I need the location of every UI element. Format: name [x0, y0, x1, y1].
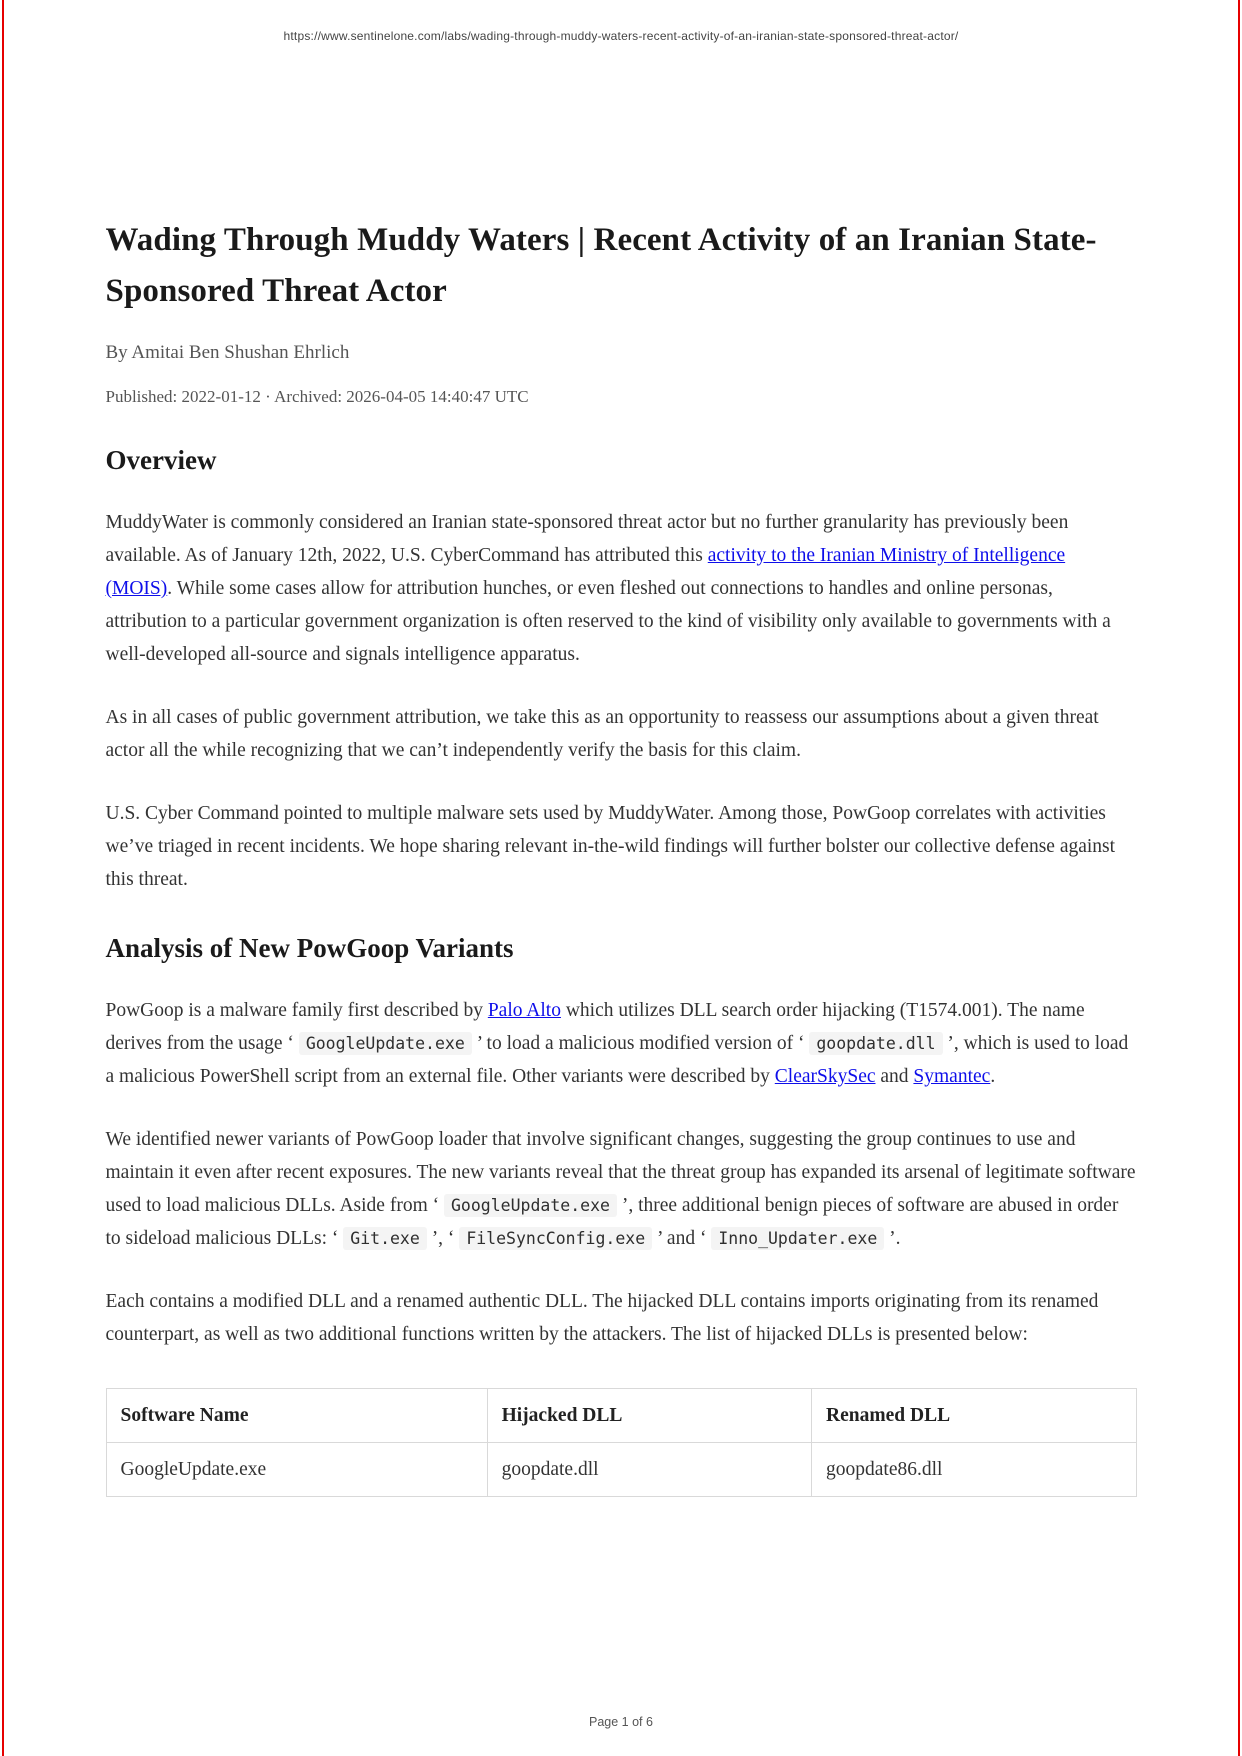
inline-link[interactable]: activity to the Iranian Ministry of Intelligence (MOIS)	[105, 545, 1066, 599]
text-run: and	[875, 1066, 914, 1087]
text-run: which utilizes DLL search order hijacking (T1574.001). The name derives from the usage ‘	[105, 1000, 1085, 1054]
table-cell-renamed-dll: goopdate86.dll	[812, 1443, 1136, 1497]
text-run: ’, which is used to load a malicious PowerShell script from an external file. Other variants were described by	[105, 1033, 1129, 1087]
page-edge-marker-left	[2, 0, 4, 1756]
print-header-url: https://www.sentinelone.com/labs/wading-through-muddy-waters-recent-activity-of-an-iranian-state-sponsored-threat-actor/	[283, 29, 959, 43]
inline-code: GoogleUpdate.exe	[444, 1194, 617, 1217]
inline-link[interactable]: ClearSkySec	[774, 1066, 876, 1087]
paragraph-analysis-3	[106, 1285, 1137, 1351]
section-heading-overview: Overview	[105, 445, 217, 475]
table-header-row	[106, 1389, 1136, 1443]
inline-code: goopdate.dll	[809, 1032, 942, 1055]
article-title: Wading Through Muddy Waters | Recent Activity of an Iranian State-Sponsored Threat Actor	[105, 222, 1097, 309]
inline-code: FileSyncConfig.exe	[459, 1227, 652, 1250]
text-run: We identified newer variants of PowGoop loader that involve significant changes, suggesting the group continues to use and maintain it even after recent exposures. The new variants reveal that the threat group has expanded its arsenal of legitimate software used to load malicious DLLs. Aside from ‘	[105, 1129, 1136, 1216]
text-run: U.S. Cyber Command pointed to multiple malware sets used by MuddyWater. Among those, PowGoop correlates with activities we’ve triaged in recent incidents. We hope sharing relevant in-the-wild findings will further bolster our collective defense against this threat.	[105, 803, 1116, 890]
inline-link[interactable]: Symantec	[913, 1066, 991, 1087]
text-run: ’.	[884, 1228, 901, 1249]
paragraph-overview-2	[106, 701, 1137, 767]
inline-code: Git.exe	[343, 1227, 427, 1250]
article-published-line: Published: 2022-01-12 · Archived: 2026-04-05 14:40:47 UTC	[105, 387, 529, 406]
text-run: ’, three additional benign pieces of software are abused in order to sideload malicious DLLs: ‘	[105, 1195, 1119, 1249]
article-body	[106, 215, 1137, 1497]
table-cell-hijacked-dll: goopdate.dll	[487, 1443, 811, 1497]
text-run: MuddyWater is commonly considered an Iranian state-sponsored threat actor but no further granularity has previously been available. As of January 12th, 2022, U.S. CyberCommand has attributed this	[105, 512, 1069, 566]
section-heading-analysis: Analysis of New PowGoop Variants	[105, 933, 514, 963]
text-run: Each contains a modified DLL and a renamed authentic DLL. The hijacked DLL contains imports originating from its renamed counterpart, as well as two additional functions written by the attackers. The list of hijacked DLLs is presented below:	[105, 1291, 1099, 1345]
article-byline: By Amitai Ben Shushan Ehrlich	[105, 342, 350, 363]
text-run: . While some cases allow for attribution hunches, or even fleshed out connections to handles and online personas, attribution to a particular government organization is often reserved to the kind of visibility only available to governments with a well-developed all-source and signals intelligence apparatus.	[105, 578, 1111, 665]
paragraph-overview-1	[106, 506, 1137, 671]
text-run: ’ to load a malicious modified version of ‘	[471, 1033, 810, 1054]
table-header-renamed-dll: Renamed DLL	[812, 1389, 1136, 1443]
text-run: As in all cases of public government attribution, we take this as an opportunity to reassess our assumptions about a given threat actor all the while recognizing that we can’t independently verify the basis for this claim.	[105, 707, 1099, 761]
text-run: .	[990, 1066, 996, 1087]
print-footer-page-number: Page 1 of 6	[589, 1715, 653, 1729]
table-row	[106, 1443, 1136, 1497]
text-run: PowGoop is a malware family first described by	[105, 1000, 488, 1021]
table-cell-software-name: GoogleUpdate.exe	[106, 1443, 487, 1497]
paragraph-analysis-1	[106, 994, 1137, 1093]
text-run: ’ and ‘	[652, 1228, 712, 1249]
inline-code: GoogleUpdate.exe	[299, 1032, 472, 1055]
inline-link[interactable]: Palo Alto	[487, 1000, 561, 1021]
inline-code: Inno_Updater.exe	[711, 1227, 884, 1250]
table-header-software-name: Software Name	[106, 1389, 487, 1443]
table-header-hijacked-dll: Hijacked DLL	[487, 1389, 811, 1443]
hijacked-dll-table	[106, 1388, 1137, 1497]
paragraph-analysis-2	[106, 1123, 1137, 1255]
paragraph-overview-3	[106, 797, 1137, 896]
page-edge-marker-right	[1238, 0, 1240, 1756]
text-run: ’, ‘	[426, 1228, 460, 1249]
